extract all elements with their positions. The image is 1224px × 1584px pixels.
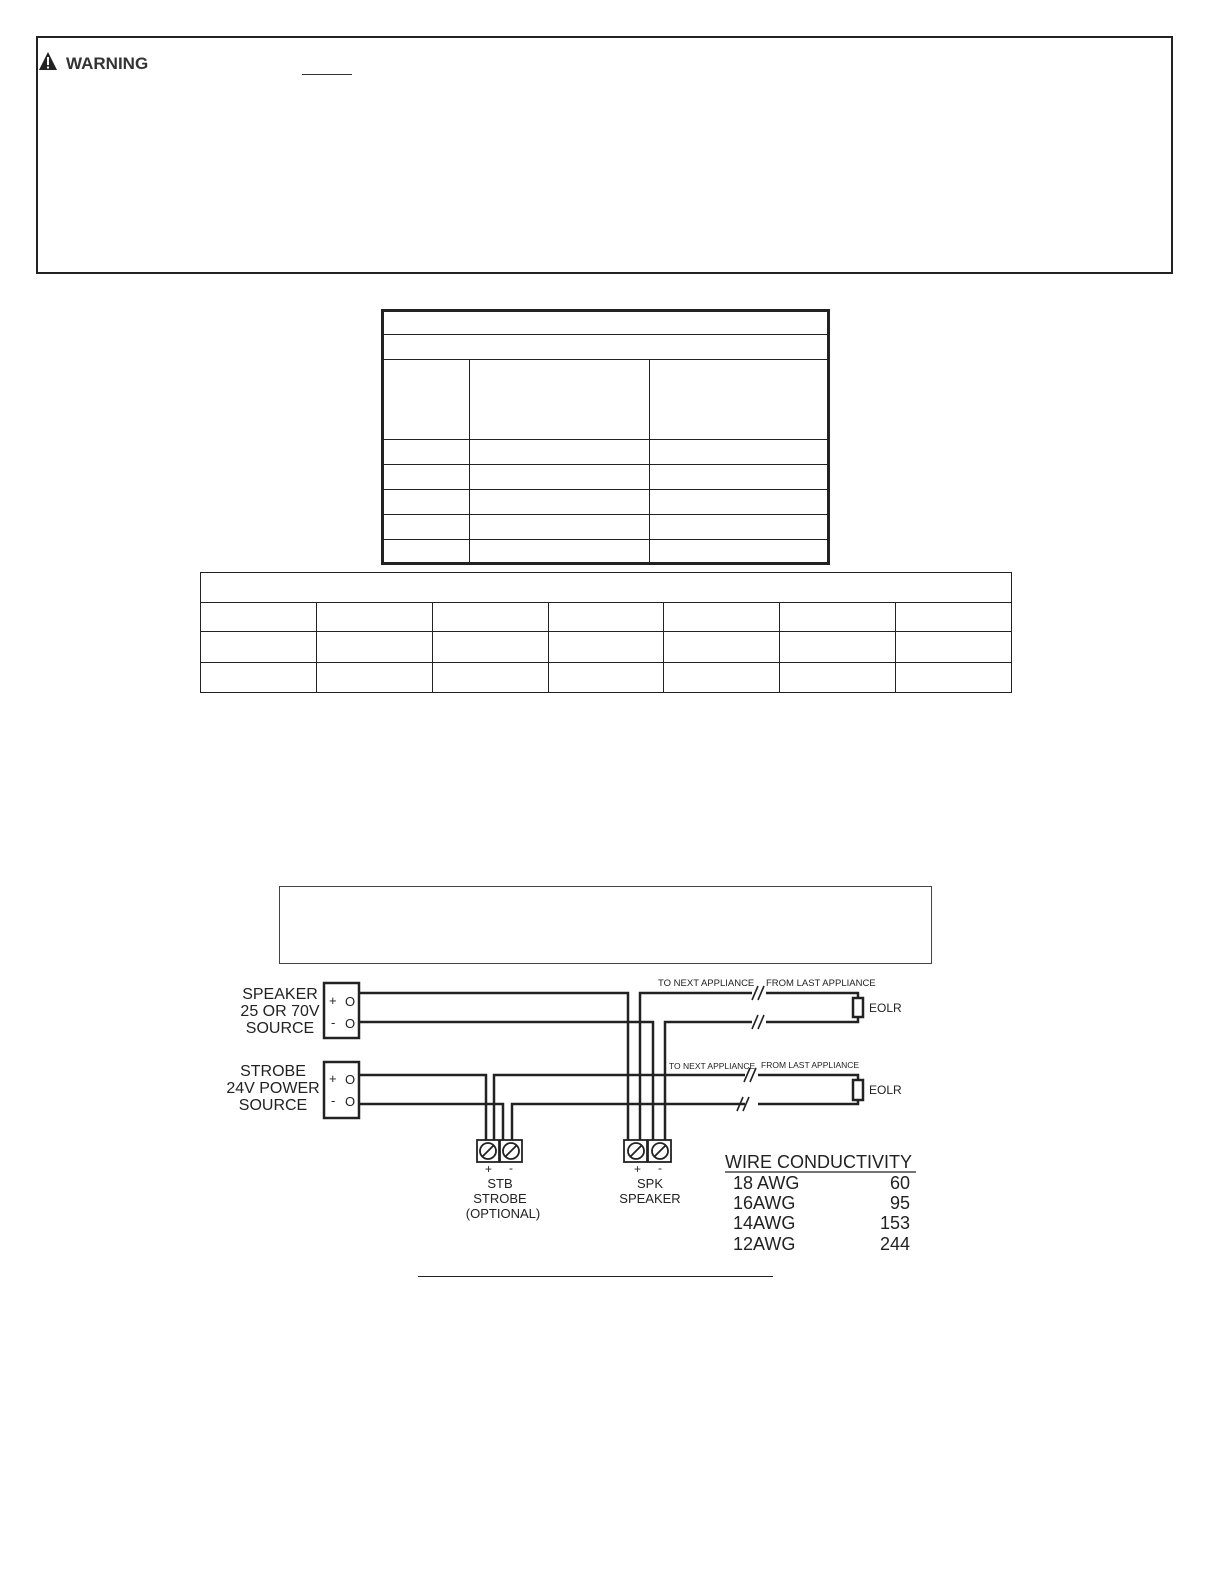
strobe-to-next-label: TO NEXT APPLIANCE	[669, 1061, 756, 1071]
speaker-from-last-label: FROM LAST APPLIANCE	[766, 978, 876, 989]
strobe-source-label-3: SOURCE	[238, 1097, 308, 1114]
wire-value-12: 244	[879, 1234, 910, 1254]
speaker-source-label-3: SOURCE	[245, 1020, 315, 1037]
warning-title: WARNING	[66, 53, 149, 73]
speaker-source-label-2: 25 OR 70V	[240, 1003, 320, 1020]
strobe-out-plus-wire	[494, 1075, 745, 1140]
strobe-eolr-bottom-wire	[758, 1100, 858, 1104]
spk-minus-sign: -	[658, 1161, 662, 1175]
speaker-source-label-1: SPEAKER	[242, 986, 318, 1003]
strobe-minus-sign: -	[331, 1093, 336, 1108]
stb-label-1: STB	[487, 1176, 513, 1191]
strobe-eolr-top-wire	[758, 1075, 858, 1080]
wire-gauge-18: 18 AWG	[733, 1173, 800, 1193]
speaker-to-next-label: TO NEXT APPLIANCE	[658, 978, 755, 989]
stb-label-2: STROBE	[473, 1191, 527, 1206]
stb-plus-sign: +	[485, 1162, 493, 1176]
stb-minus-sign: -	[509, 1161, 513, 1175]
spk-label-2: SPEAKER	[619, 1191, 681, 1206]
strobe-source-label-1: STROBE	[240, 1063, 306, 1080]
caption-underline	[418, 1276, 773, 1277]
stb-label-3: (OPTIONAL)	[465, 1206, 541, 1221]
strobe-terminal-mark-minus: O	[345, 1094, 356, 1109]
speaker-eolr-label: EOLR	[869, 1001, 902, 1015]
speaker-eolr-top-wire	[766, 993, 858, 998]
speaker-terminal-mark-minus: O	[345, 1016, 356, 1031]
wire-value-14: 153	[879, 1213, 910, 1233]
speaker-out-minus-wire	[665, 1022, 752, 1140]
spk-terminal-block	[624, 1140, 671, 1162]
wire-gauge-14: 14AWG	[733, 1213, 796, 1233]
speaker-terminal-mark-plus: O	[345, 994, 356, 1009]
speaker-minus-sign: -	[331, 1015, 336, 1030]
strobe-eolr-label: EOLR	[869, 1083, 902, 1097]
wire-value-18: 60	[889, 1173, 910, 1193]
strobe-minus-wire	[359, 1104, 503, 1140]
wire-value-16: 95	[889, 1193, 910, 1213]
strobe-terminal-mark-plus: O	[345, 1072, 356, 1087]
strobe-eolr-resistor	[853, 1080, 863, 1100]
speaker-minus-wire	[359, 1022, 653, 1140]
strobe-source-label-2: 24V POWER	[226, 1080, 320, 1097]
speaker-eolr-resistor	[853, 998, 863, 1017]
wire-gauge-12: 12AWG	[733, 1234, 796, 1254]
speaker-eolr-bottom-wire	[766, 1017, 858, 1022]
spk-label-1: SPK	[636, 1176, 664, 1191]
strobe-plus-sign: +	[329, 1071, 337, 1086]
stb-terminal-block	[477, 1140, 522, 1162]
spk-plus-sign: +	[634, 1162, 642, 1176]
wire-break-marks	[737, 986, 764, 1111]
speaker-plus-sign: +	[329, 993, 337, 1008]
strobe-plus-wire	[359, 1075, 486, 1140]
wire-conductivity-title: WIRE CONDUCTIVITY	[725, 1152, 912, 1172]
strobe-from-last-label: FROM LAST APPLIANCE	[761, 1060, 860, 1070]
wire-gauge-16: 16AWG	[733, 1193, 796, 1213]
